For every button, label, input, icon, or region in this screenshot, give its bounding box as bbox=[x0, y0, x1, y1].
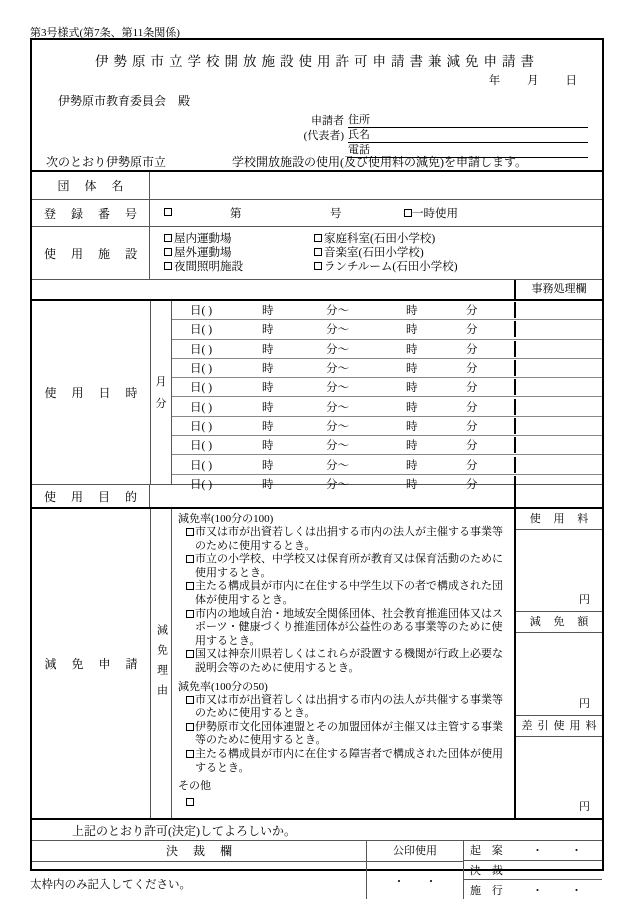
facility-option-label: ランチルーム(石田小学校) bbox=[324, 261, 458, 273]
applicant-address-row bbox=[288, 113, 588, 128]
footer-note: 太枠内のみ記入してください。 bbox=[30, 879, 191, 891]
rate-50-list bbox=[178, 694, 510, 776]
ketsusai-label: 決 裁 欄 bbox=[32, 841, 366, 862]
usage-datetime-row[interactable] bbox=[172, 454, 602, 473]
reduction-option-rate50[interactable] bbox=[186, 748, 510, 775]
usage-datetime-row[interactable] bbox=[172, 416, 602, 435]
approval-stage-label: 施 行 bbox=[470, 884, 507, 897]
facility-option-label: 屋外運動場 bbox=[174, 247, 232, 259]
rate-100-heading: 減免率(100分の100) bbox=[178, 513, 274, 525]
registration-inner bbox=[164, 205, 494, 221]
facility-option-label: 屋内運動場 bbox=[174, 233, 232, 245]
usage-datetime-fields[interactable] bbox=[172, 321, 516, 337]
datetime-hour-end: 時 bbox=[406, 382, 418, 395]
datetime-minute-start: 分～ bbox=[326, 305, 349, 318]
approval-stage-row[interactable] bbox=[464, 841, 602, 861]
datetime-day: 日( ) bbox=[190, 440, 213, 453]
datetime-day: 日( ) bbox=[190, 382, 213, 395]
usage-datetime-row[interactable] bbox=[172, 358, 602, 377]
currency-unit: 円 bbox=[579, 800, 590, 813]
month-char: 月 bbox=[155, 375, 167, 388]
usage-purpose-office-cell[interactable] bbox=[516, 485, 602, 507]
addressee-honorific: 殿 bbox=[178, 94, 191, 108]
datetime-hour-end: 時 bbox=[406, 459, 418, 472]
usage-datetime-fields[interactable] bbox=[172, 341, 516, 357]
datetime-hour-start: 時 bbox=[262, 382, 274, 395]
datetime-minute-start: 分～ bbox=[326, 343, 349, 356]
row-usage-purpose bbox=[32, 484, 602, 507]
datetime-hour-end: 時 bbox=[406, 440, 418, 453]
datetime-minute-end: 分 bbox=[466, 382, 478, 395]
group-name-label: 団 体 名 bbox=[32, 172, 150, 199]
form-number: 第3号様式(第7条、第11条関係) bbox=[30, 27, 180, 39]
datetime-day: 日( ) bbox=[190, 343, 213, 356]
datetime-day: 日( ) bbox=[190, 401, 213, 414]
datetime-hour-end: 時 bbox=[406, 324, 418, 337]
stage-dot: ・ bbox=[532, 845, 543, 858]
stage-dot: ・ bbox=[571, 865, 582, 877]
reduction-option-label: 市又は市が出資若しくは出捐する市内の法人が主催する事業等のために使用するとき。 bbox=[195, 526, 503, 552]
reduction-reason-text: 減免理由 bbox=[155, 623, 168, 704]
addressee bbox=[58, 92, 190, 109]
address-input[interactable] bbox=[374, 114, 588, 128]
facility-option-label: 家庭科室(石田小学校) bbox=[324, 233, 436, 245]
applicant-label: 申請者 bbox=[311, 115, 344, 127]
datetime-minute-end: 分 bbox=[466, 401, 478, 414]
approval-stage-label: 起 案 bbox=[470, 845, 507, 858]
datetime-minute-end: 分 bbox=[466, 343, 478, 356]
datetime-hour-start: 時 bbox=[262, 478, 274, 491]
approval-stage-dots bbox=[518, 862, 602, 878]
datetime-hour-start: 時 bbox=[262, 363, 274, 376]
datetime-minute-start: 分～ bbox=[326, 420, 349, 433]
date-month-label: 月 bbox=[527, 75, 540, 87]
usage-datetime-fields[interactable] bbox=[172, 418, 516, 434]
row-reduction-request bbox=[32, 507, 602, 818]
currency-unit: 円 bbox=[579, 697, 590, 710]
approval-stage-row[interactable] bbox=[464, 880, 602, 899]
address-field-label: 住所 bbox=[348, 111, 374, 128]
reduction-option-label: 主たる構成員が市内に在住する障害者で構成された団体が使用するとき。 bbox=[195, 747, 503, 774]
datetime-minute-start: 分～ bbox=[326, 440, 349, 453]
checkbox-icon bbox=[314, 234, 322, 242]
page-title: 伊勢原市立学校開放施設使用許可申請書兼減免申請書 bbox=[95, 54, 539, 69]
reduction-option-label: 市内の地域自治・地域安全関係団体、社会教育推進団体又はスポーツ・健康づくり推進団体が公益性のある事業等のために使用するとき。 bbox=[195, 607, 503, 647]
facility-option-music[interactable] bbox=[314, 246, 464, 260]
reduction-option-label: 主たる構成員が市内に在住する中学生以下の者で構成された団体が使用するとき。 bbox=[195, 580, 503, 606]
checkbox-icon bbox=[186, 798, 194, 806]
reduction-option-label: 市又は市が出資若しくは出捐する市内の法人が共催する事業等のために使用するとき。 bbox=[195, 693, 503, 720]
checkbox-icon bbox=[164, 234, 172, 242]
checkbox-icon bbox=[186, 750, 194, 758]
datetime-minute-end: 分 bbox=[466, 324, 478, 337]
facility-option-nightlight[interactable] bbox=[164, 260, 314, 274]
facility-label: 使 用 施 設 bbox=[32, 227, 150, 279]
checkbox-icon bbox=[314, 248, 322, 256]
registration-checkbox[interactable] bbox=[164, 207, 230, 219]
approval-confirm-text: 上記のとおり許可(決定)してよろしいか。 bbox=[32, 818, 602, 840]
facility-option-homeec[interactable] bbox=[314, 232, 464, 246]
reduction-request-label: 減 免 申 請 bbox=[32, 509, 151, 818]
datetime-hour-start: 時 bbox=[262, 343, 274, 356]
checkbox-icon bbox=[186, 723, 194, 731]
approval-stage-label: 決 裁 bbox=[470, 865, 507, 877]
rate-50-heading: 減免率(100分の50) bbox=[178, 680, 268, 693]
datetime-hour-start: 時 bbox=[262, 420, 274, 433]
datetime-minute-start: 分～ bbox=[326, 459, 349, 472]
checkbox-icon bbox=[186, 582, 194, 590]
facility-option-indoor[interactable] bbox=[164, 232, 314, 246]
usage-datetime-fields[interactable] bbox=[172, 360, 516, 376]
reduction-option-rate100[interactable] bbox=[186, 648, 510, 675]
net-fee-value[interactable] bbox=[516, 737, 602, 818]
datetime-day: 日( ) bbox=[190, 420, 213, 433]
applicant-block bbox=[288, 113, 588, 158]
approval-stage-dots bbox=[518, 842, 602, 858]
applicant-name-row bbox=[288, 128, 588, 143]
usage-datetime-fields[interactable] bbox=[172, 457, 516, 473]
reduction-option-label: 伊勢原市文化団体連盟とその加盟団体が主催又は主管する事業等のために使用するとき。 bbox=[195, 720, 503, 747]
reduction-option-rate100[interactable] bbox=[186, 526, 510, 553]
date-line bbox=[467, 72, 578, 88]
datetime-hour-end: 時 bbox=[406, 343, 418, 356]
datetime-day: 日( ) bbox=[190, 478, 213, 491]
usage-datetime-row[interactable] bbox=[172, 319, 602, 338]
checkbox-icon bbox=[186, 528, 194, 536]
registration-value bbox=[150, 200, 602, 226]
datetime-hour-start: 時 bbox=[262, 440, 274, 453]
statement-tail: 学校開放施設の使用(及び使用料の減免)を申請します。 bbox=[232, 155, 528, 169]
temporary-use-label: 一時使用 bbox=[412, 208, 458, 220]
datetime-day: 日( ) bbox=[190, 305, 213, 318]
checkbox-icon bbox=[164, 262, 172, 270]
facility-column-right bbox=[314, 232, 464, 279]
seal-dot-2: ・ bbox=[425, 875, 437, 888]
usage-datetime-fields[interactable] bbox=[172, 399, 516, 415]
datetime-minute-end: 分 bbox=[466, 305, 478, 318]
approval-stage-dots bbox=[518, 882, 602, 898]
form-header bbox=[32, 40, 602, 170]
usage-datetime-row[interactable] bbox=[172, 435, 602, 454]
office-processing-strip bbox=[32, 279, 602, 299]
checkbox-icon bbox=[314, 262, 322, 270]
usage-fee-value[interactable] bbox=[516, 530, 602, 612]
bun-char: 分 bbox=[155, 397, 167, 410]
datetime-hour-end: 時 bbox=[406, 401, 418, 414]
name-field-label: 氏名 bbox=[348, 126, 374, 143]
stage-column bbox=[464, 841, 602, 899]
usage-datetime-fields[interactable] bbox=[172, 302, 516, 318]
datetime-hour-end: 時 bbox=[406, 363, 418, 376]
facility-options bbox=[150, 227, 602, 279]
registration-dai-label: 第 bbox=[230, 208, 242, 220]
row-usage-datetime bbox=[32, 299, 602, 491]
row-group-name bbox=[32, 170, 602, 199]
facility-option-outdoor[interactable] bbox=[164, 246, 314, 260]
usage-month-label bbox=[151, 301, 172, 484]
datetime-day: 日( ) bbox=[190, 459, 213, 472]
row-registration-number bbox=[32, 199, 602, 226]
reduction-reason-label bbox=[151, 509, 172, 818]
seal-dot-1: ・ bbox=[393, 875, 405, 888]
statement-lead: 次のとおり伊勢原市立 bbox=[46, 155, 167, 169]
registration-label: 登 録 番 号 bbox=[32, 200, 150, 226]
checkbox-icon bbox=[186, 696, 194, 704]
datetime-minute-start: 分～ bbox=[326, 478, 349, 491]
phone-field-label: 電話 bbox=[348, 141, 374, 158]
reduction-option-label: 国又は神奈川県若しくはこれらが設置する機関が行政上必要な説明会等のために使用するとき。 bbox=[195, 648, 503, 674]
datetime-minute-start: 分～ bbox=[326, 324, 349, 337]
datetime-minute-start: 分～ bbox=[326, 401, 349, 414]
usage-datetime-label: 使 用 日 時 bbox=[32, 301, 151, 484]
other-heading: その他 bbox=[178, 780, 211, 793]
usage-purpose-input[interactable] bbox=[150, 485, 516, 507]
checkbox-icon bbox=[186, 555, 194, 563]
representative-label: (代表者) bbox=[303, 130, 344, 142]
stage-dot: ・ bbox=[532, 865, 543, 877]
row-facility bbox=[32, 226, 602, 279]
usage-datetime-row[interactable] bbox=[172, 339, 602, 358]
fee-column bbox=[516, 509, 602, 818]
stage-dot: ・ bbox=[571, 884, 582, 897]
usage-datetime-row[interactable] bbox=[172, 396, 602, 415]
checkbox-icon bbox=[186, 610, 194, 618]
reduction-option-label: 市立の小学校、中学校又は保育所が教育又は保育活動のために使用するとき。 bbox=[195, 553, 503, 579]
datetime-hour-end: 時 bbox=[406, 478, 418, 491]
usage-datetime-rows bbox=[172, 301, 602, 491]
datetime-minute-end: 分 bbox=[466, 478, 478, 491]
facility-option-lunchroom[interactable] bbox=[314, 260, 464, 274]
registration-gou-label: 号 bbox=[330, 208, 342, 220]
facility-column-left bbox=[164, 232, 314, 279]
facility-option-label: 夜間照明施設 bbox=[174, 261, 243, 273]
stage-dot: ・ bbox=[532, 884, 543, 897]
datetime-day: 日( ) bbox=[190, 363, 213, 376]
stage-dot: ・ bbox=[571, 845, 582, 858]
reduction-amount-label: 減 免 額 bbox=[516, 612, 602, 633]
addressee-name: 伊勢原市教育委員会 bbox=[58, 94, 167, 108]
reduction-option-rate50[interactable] bbox=[186, 721, 510, 748]
date-year-label: 年 bbox=[488, 75, 502, 87]
reduction-option-rate50[interactable] bbox=[186, 694, 510, 721]
office-strip-spacer bbox=[32, 280, 516, 299]
datetime-hour-start: 時 bbox=[262, 401, 274, 414]
usage-datetime-row[interactable] bbox=[172, 301, 602, 319]
usage-datetime-fields[interactable] bbox=[172, 437, 516, 453]
seal-column bbox=[367, 841, 464, 899]
datetime-minute-end: 分 bbox=[466, 440, 478, 453]
approval-stage-row[interactable] bbox=[464, 861, 602, 881]
group-name-input[interactable] bbox=[150, 172, 602, 199]
currency-unit: 円 bbox=[579, 594, 590, 607]
reduction-option-rate100[interactable] bbox=[186, 608, 510, 649]
reduction-option-rate100[interactable] bbox=[186, 553, 510, 580]
checkbox-icon bbox=[164, 248, 172, 256]
date-day-label: 日 bbox=[565, 75, 578, 87]
datetime-minute-end: 分 bbox=[466, 459, 478, 472]
net-fee-label: 差引使用料 bbox=[516, 716, 602, 737]
datetime-day: 日( ) bbox=[190, 324, 213, 337]
datetime-hour-end: 時 bbox=[406, 305, 418, 318]
datetime-hour-start: 時 bbox=[262, 459, 274, 472]
datetime-hour-start: 時 bbox=[262, 305, 274, 318]
datetime-minute-start: 分～ bbox=[326, 382, 349, 395]
other-checkbox[interactable] bbox=[186, 796, 510, 808]
seal-body[interactable] bbox=[367, 862, 463, 899]
reduction-amount-value[interactable] bbox=[516, 633, 602, 715]
name-input[interactable] bbox=[374, 129, 588, 143]
temporary-use-checkbox[interactable] bbox=[404, 205, 458, 221]
datetime-hour-start: 時 bbox=[262, 324, 274, 337]
datetime-minute-end: 分 bbox=[466, 363, 478, 376]
seal-label: 公印使用 bbox=[367, 841, 463, 862]
datetime-hour-end: 時 bbox=[406, 420, 418, 433]
facility-option-label: 音楽室(石田小学校) bbox=[324, 247, 424, 259]
reduction-reason-options bbox=[172, 509, 516, 818]
usage-datetime-row[interactable] bbox=[172, 377, 602, 396]
application-statement bbox=[32, 153, 602, 170]
datetime-minute-end: 分 bbox=[466, 420, 478, 433]
checkbox-icon bbox=[186, 650, 194, 658]
usage-fee-label: 使 用 料 bbox=[516, 509, 602, 530]
reduction-option-rate100[interactable] bbox=[186, 580, 510, 607]
usage-purpose-label: 使 用 目 的 bbox=[32, 485, 150, 507]
usage-datetime-fields[interactable] bbox=[172, 379, 516, 395]
office-processing-header: 事務処理欄 bbox=[531, 283, 587, 295]
datetime-minute-start: 分～ bbox=[326, 363, 349, 376]
rate-100-list bbox=[178, 526, 510, 676]
